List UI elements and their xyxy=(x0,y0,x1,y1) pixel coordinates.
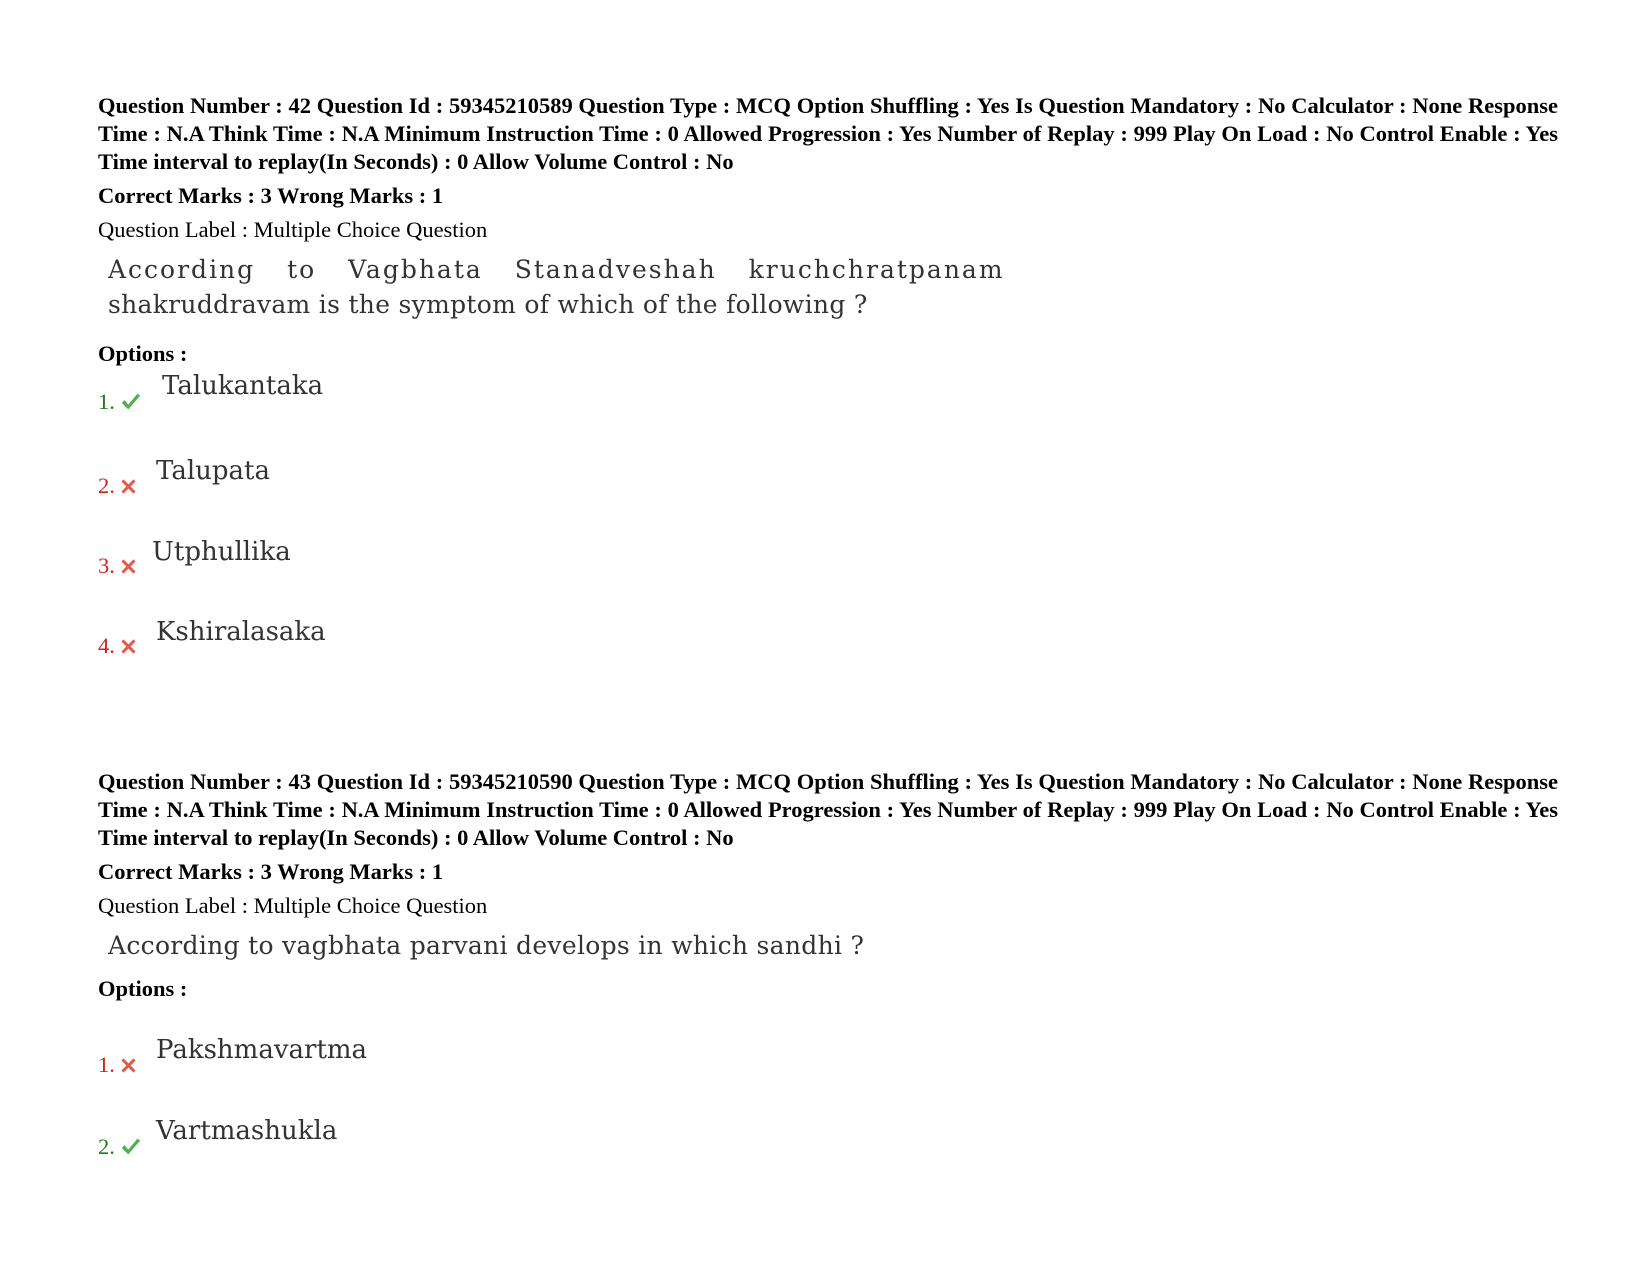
option-text: Utphullika xyxy=(152,537,291,567)
option-4 xyxy=(98,619,698,659)
question-label: Question Label : Multiple Choice Question xyxy=(98,893,488,918)
option-number: 2. xyxy=(98,473,115,498)
cross-icon xyxy=(120,558,137,575)
option-1 xyxy=(98,1035,698,1078)
cross-icon xyxy=(120,1057,137,1074)
option-2 xyxy=(98,1116,698,1160)
cross-icon xyxy=(120,638,137,655)
option-3 xyxy=(98,539,698,579)
option-number: 3. xyxy=(98,553,115,578)
option-text: Talukantaka xyxy=(162,371,324,401)
question-block-43 xyxy=(98,768,1558,1003)
option-text: Talupata xyxy=(156,456,270,486)
check-icon xyxy=(120,1136,142,1158)
question-text-line-1: According to vagbhata parvani develops in which sandhi ? xyxy=(108,931,865,960)
question-text xyxy=(98,252,1558,322)
question-marks: Correct Marks : 3 Wrong Marks : 1 xyxy=(98,859,444,884)
cross-icon xyxy=(120,478,137,495)
question-meta: Question Number : 43 Question Id : 59345210590 Question Type : MCQ Option Shuffling : Yes Is Question Mandatory : No Calculator : None Response Time : N.A Think Time : N.A Minimum Instruction Time : 0 Allowed Progression : Yes Number of Replay : 999 Play On Load : No Control Enable : Yes Time interval to replay(In Seconds) : 0 Allow Volume Control : No xyxy=(98,769,1558,850)
question-marks: Correct Marks : 3 Wrong Marks : 1 xyxy=(98,183,444,208)
question-meta: Question Number : 42 Question Id : 59345210589 Question Type : MCQ Option Shuffling : Yes Is Question Mandatory : No Calculator : None Response Time : N.A Think Time : N.A Minimum Instruction Time : 0 Allowed Progression : Yes Number of Replay : 999 Play On Load : No Control Enable : Yes Time interval to replay(In Seconds) : 0 Allow Volume Control : No xyxy=(98,93,1558,174)
option-number: 1. xyxy=(98,389,115,414)
question-text-line-2: shakruddravam is the symptom of which of the following ? xyxy=(108,290,868,319)
option-text: Vartmashukla xyxy=(156,1116,338,1146)
option-number: 4. xyxy=(98,633,115,658)
options-label: Options : xyxy=(98,976,188,1001)
options-list-43 xyxy=(98,1035,1558,1178)
options-list-42 xyxy=(98,371,1558,695)
option-text: Pakshmavartma xyxy=(156,1035,368,1065)
options-label: Options : xyxy=(98,341,188,366)
question-label: Question Label : Multiple Choice Question xyxy=(98,217,488,242)
option-1 xyxy=(98,371,698,415)
option-number: 1. xyxy=(98,1052,115,1077)
option-text: Kshiralasaka xyxy=(156,617,326,647)
question-text xyxy=(98,928,1558,963)
question-text-line-1: According to Vagbhata Stanadveshah kruchchratpanam xyxy=(108,255,1005,284)
check-icon xyxy=(120,391,142,413)
option-2 xyxy=(98,456,698,499)
option-number: 2. xyxy=(98,1134,115,1159)
question-block-42 xyxy=(98,92,1558,368)
